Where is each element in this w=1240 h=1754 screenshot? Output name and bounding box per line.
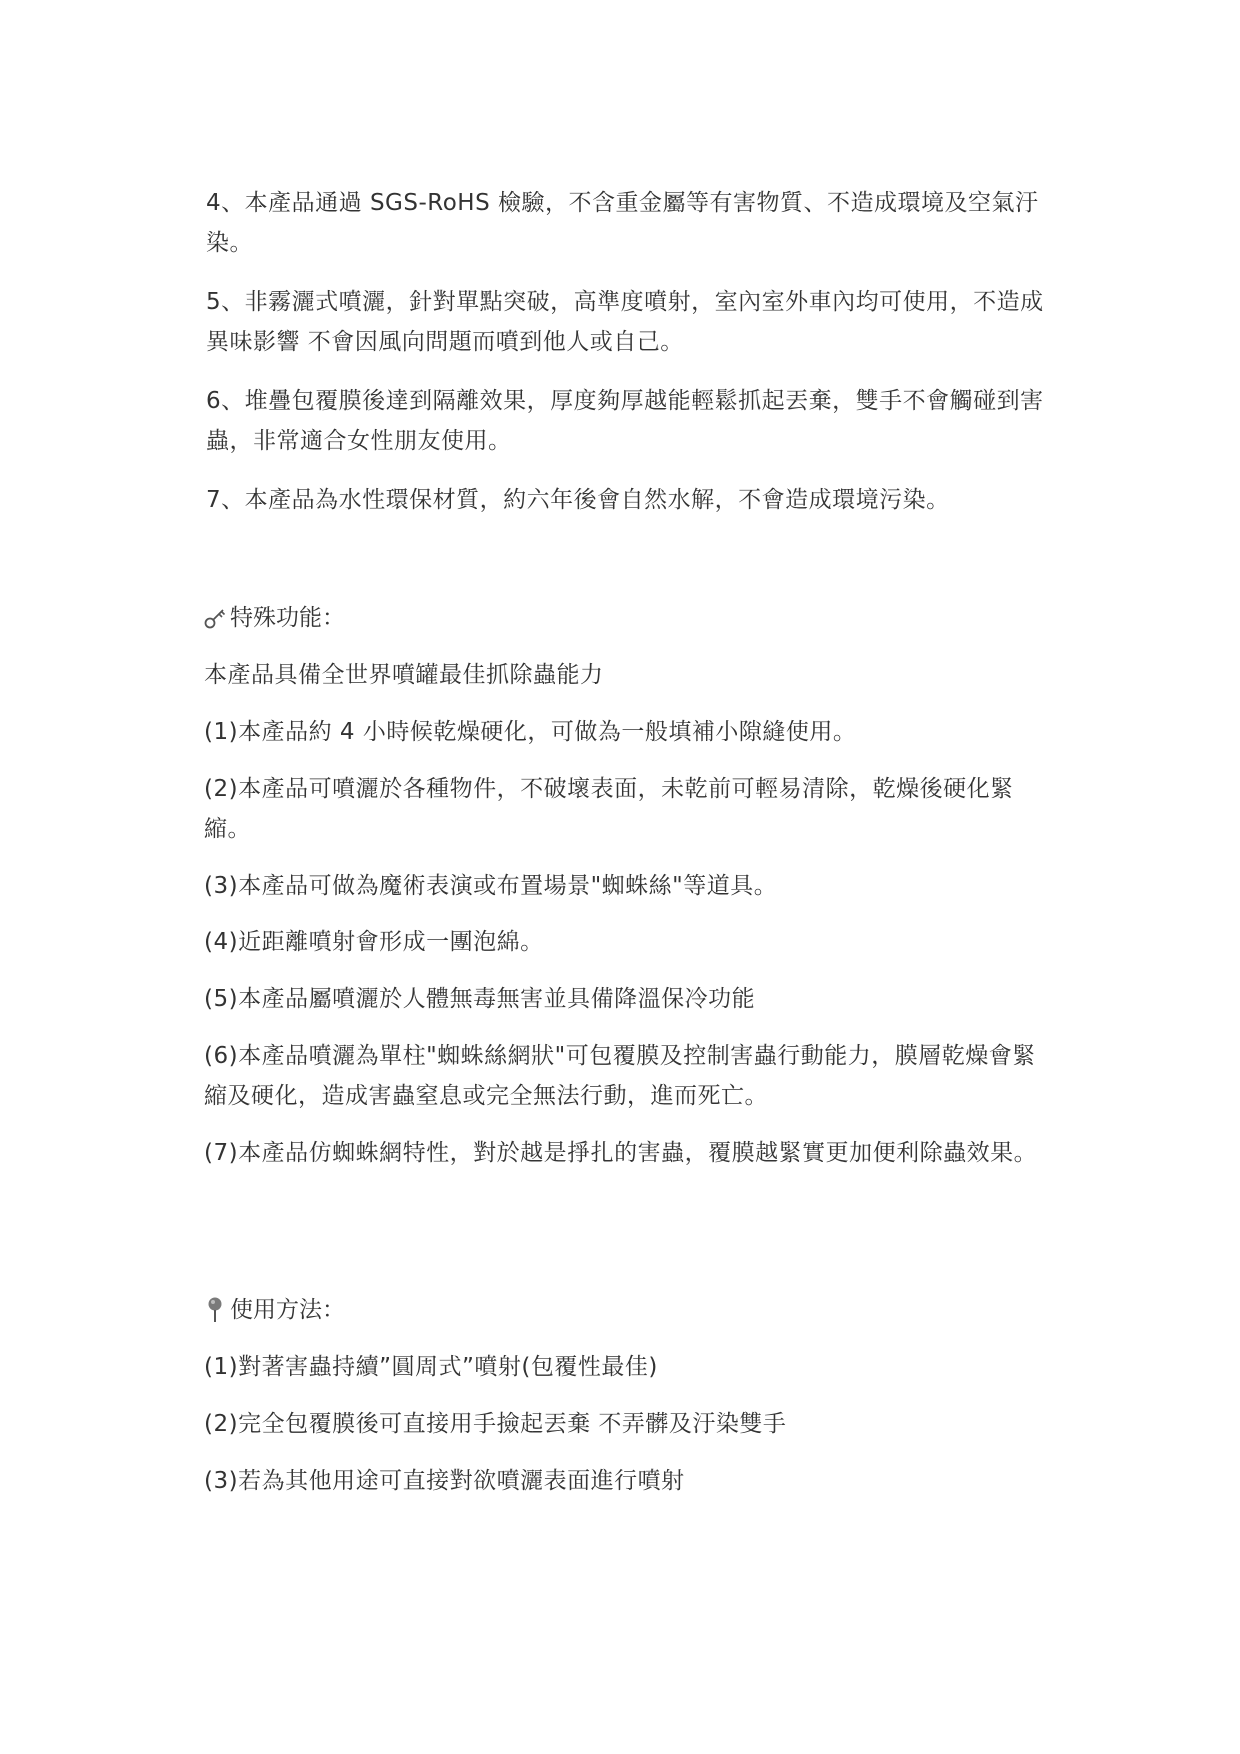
special-features-subtitle: 本產品具備全世界噴罐最佳抓除蟲能力 bbox=[204, 662, 604, 688]
special-features-title: 特殊功能： bbox=[230, 605, 345, 631]
special-item-5: (5)本產品屬噴灑於人體無毒無害並具備降溫保冷功能 bbox=[204, 986, 756, 1012]
key-icon bbox=[204, 604, 226, 632]
special-item-2: (2)本產品可噴灑於各種物件，不破壞表面，未乾前可輕易清除，乾燥後硬化緊縮。 bbox=[204, 776, 1014, 842]
intro-item-5: 5、非霧灑式噴灑，針對單點突破，高準度噴射，室內室外車內均可使用，不造成異味影響 不會因風向問題而噴到他人或自己。 bbox=[206, 289, 1044, 355]
usage-title: 使用方法： bbox=[230, 1297, 345, 1323]
usage-item-1: (1)對著害蟲持續”圓周式”噴射(包覆性最佳) bbox=[204, 1354, 658, 1380]
special-item-7: (7)本產品仿蜘蛛網特性，對於越是掙扎的害蟲，覆膜越緊實更加便利除蟲效果。 bbox=[204, 1140, 1038, 1166]
intro-item-4: 4、本產品通過 SGS-RoHS 檢驗，不含重金屬等有害物質、不造成環境及空氣汙染。 bbox=[206, 190, 1039, 256]
special-features-heading bbox=[204, 598, 345, 638]
special-item-1: (1)本產品約 4 小時候乾燥硬化，可做為一般填補小隙縫使用。 bbox=[204, 719, 857, 745]
intro-item-7: 7、本產品為水性環保材質，約六年後會自然水解，不會造成環境污染。 bbox=[206, 487, 950, 513]
usage-heading bbox=[204, 1290, 345, 1330]
special-item-4: (4)近距離噴射會形成一團泡綿。 bbox=[204, 929, 544, 955]
special-item-6: (6)本產品噴灑為單柱"蜘蛛絲網狀"可包覆膜及控制害蟲行動能力，膜層乾燥會緊縮及硬化，造成害蟲窒息或完全無法行動，進而死亡。 bbox=[204, 1043, 1036, 1109]
pushpin-icon bbox=[204, 1296, 226, 1324]
intro-item-6: 6、堆疊包覆膜後達到隔離效果，厚度夠厚越能輕鬆抓起丟棄，雙手不會觸碰到害蟲，非常適合女性朋友使用。 bbox=[206, 388, 1044, 454]
special-item-3: (3)本產品可做為魔術表演或布置場景"蜘蛛絲"等道具。 bbox=[204, 873, 778, 899]
usage-item-2: (2)完全包覆膜後可直接用手撿起丟棄 不弄髒及汙染雙手 bbox=[204, 1411, 787, 1437]
usage-item-3: (3)若為其他用途可直接對欲噴灑表面進行噴射 bbox=[204, 1468, 685, 1494]
